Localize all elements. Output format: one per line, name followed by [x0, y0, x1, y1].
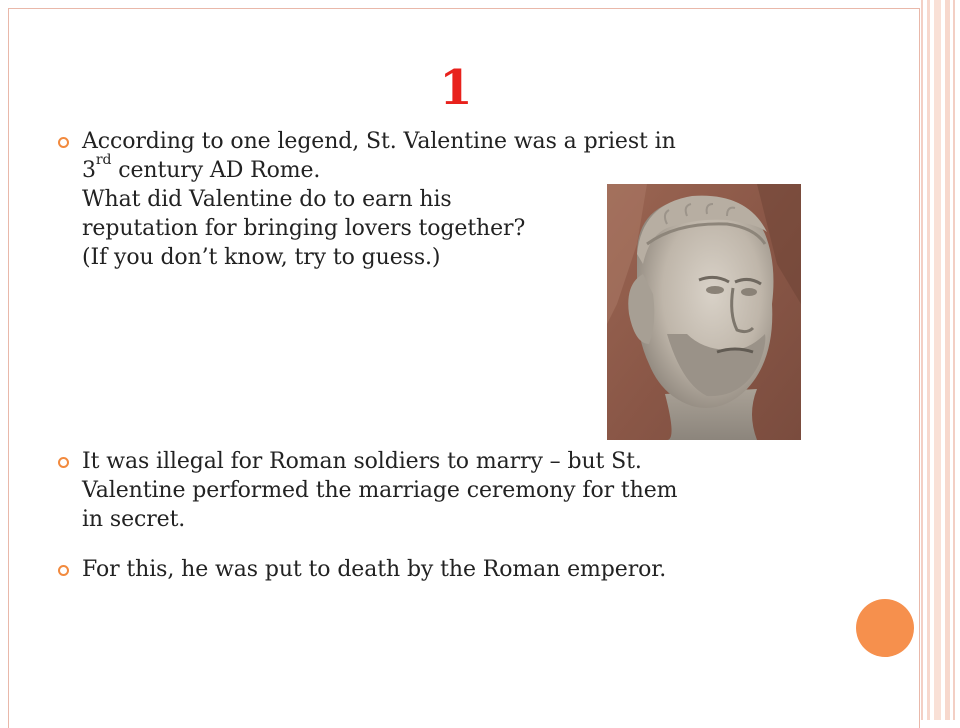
decor-stripe	[953, 0, 955, 720]
bullet-line: For this, he was put to death by the Roman emperor.	[82, 557, 667, 582]
decor-stripe	[945, 0, 950, 720]
bullet-line: in secret.	[82, 507, 186, 532]
bullet-line: 3rd century AD Rome.	[82, 152, 321, 183]
bullet-line: Valentine performed the marriage ceremony for them	[82, 478, 678, 503]
bullet-line: What did Valentine do to earn his	[82, 187, 452, 212]
slide-title: 1	[439, 60, 473, 116]
bullet-line: (If you don’t know, try to guess.)	[82, 245, 441, 270]
bullet-ring-icon	[58, 137, 69, 148]
bullet-ring-icon	[58, 565, 69, 576]
bullet-ring-icon	[58, 457, 69, 468]
bullet-line: It was illegal for Roman soldiers to marry – but St.	[82, 449, 642, 474]
bullet-death	[82, 555, 666, 584]
bullet-line: According to one legend, St. Valentine was a priest in	[82, 129, 676, 154]
decor-stripe	[934, 0, 941, 720]
bullet-line: reputation for bringing lovers together?	[82, 216, 526, 241]
ordinal-suffix: rd	[95, 152, 112, 168]
portrait-image	[607, 184, 801, 440]
decor-stripe	[921, 0, 923, 720]
decorative-circle	[856, 599, 914, 657]
bullet-marriage	[82, 447, 677, 534]
bullet-legend	[82, 127, 676, 272]
decor-stripe	[927, 0, 930, 720]
